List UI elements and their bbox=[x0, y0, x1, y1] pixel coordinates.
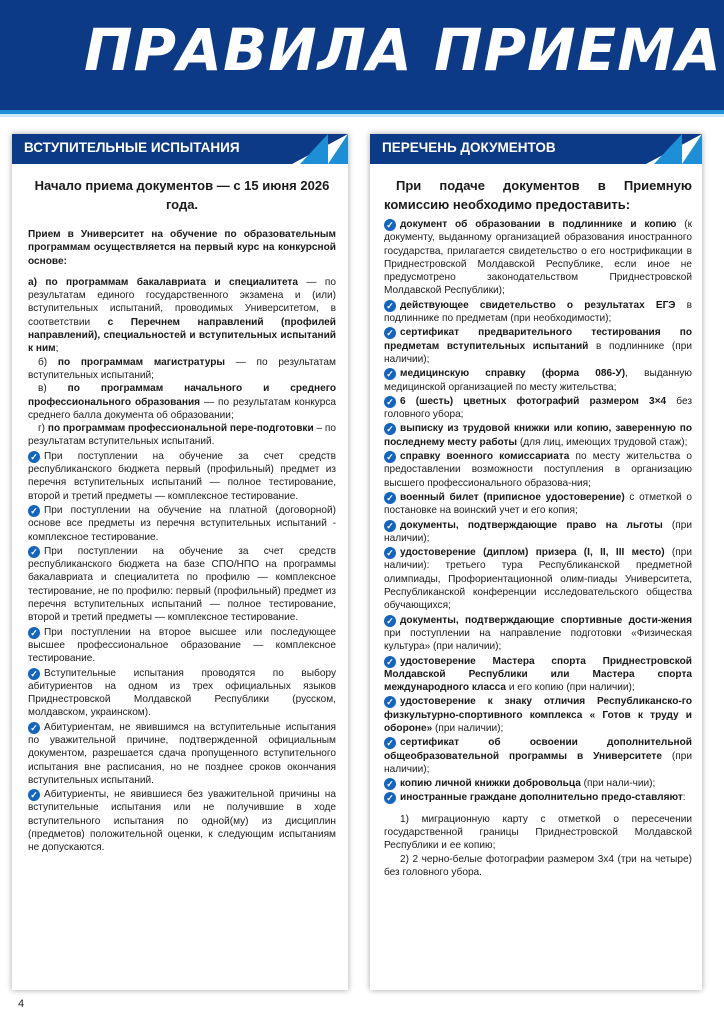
program-text: – по результатам вступительных испытаний. bbox=[28, 423, 336, 448]
banner-stripe-light bbox=[0, 114, 724, 117]
document-item: ✓ действующее свидетельство о результатах ЕГЭ в подлиннике по предметам (при необходимости); bbox=[384, 299, 692, 325]
program-text: — по результатам вступительных испытаний; bbox=[28, 356, 336, 381]
exam-note: ✓ При поступлении на обучение на платной (договорной) основе все предметы из перечня вступительных испытаний - комплексное тестирование. bbox=[28, 504, 336, 543]
section-body bbox=[370, 172, 702, 990]
checkmark-icon: ✓ bbox=[384, 300, 396, 312]
document-item: ✓ иностранные граждане дополнительно предо-ставляют: bbox=[384, 791, 692, 804]
document-item: ✓ документы, подтверждающие спортивные дости-жения при поступлении на направление подготовки «Физическая культура» (при наличии); bbox=[384, 614, 692, 653]
section-heading: ВСТУПИТЕЛЬНЫЕ ИСПЫТАНИЯ bbox=[24, 140, 240, 155]
checkmark-icon: ✓ bbox=[28, 505, 40, 517]
document-item: ✓ удостоверение (диплом) призера (I, II, III место) (при наличии): третьего тура Республиканской предметной олимпиады, Профориентационной олим-пиады Университета, Республиканской конференции исследовательского общества обучающихся; bbox=[384, 547, 692, 612]
program-title: по программам начального и среднего профессионального образования bbox=[28, 383, 336, 408]
checkmark-icon: ✓ bbox=[384, 778, 396, 790]
foreign-doc-item: 1) миграционную карту с отметкой о пересечении государственной границы Приднестровской Молдавской Республики и ее копию; bbox=[384, 813, 692, 852]
document-item: ✓ документ об образовании в подлиннике и копию (к документу, выданному организацией образования иностранного государства, прилагается свидетельство о его нострификации в Приднестровской Молдавской Республике, если иное не предусмотрено законодательством Приднестровской Молдавской Республики); bbox=[384, 219, 692, 297]
section-heading: ПЕРЕЧЕНЬ ДОКУМЕНТОВ bbox=[382, 140, 556, 155]
program-item-d bbox=[28, 422, 336, 449]
header-decor bbox=[654, 134, 682, 164]
documents-panel bbox=[370, 134, 702, 990]
checkmark-icon: ✓ bbox=[384, 615, 396, 627]
checkmark-icon: ✓ bbox=[384, 423, 396, 435]
exam-note: ✓ При поступлении на второе высшее или последующее высшее профессиональное образование — комплексное тестирование. bbox=[28, 626, 336, 665]
program-title: а) по программам бакалавриата и специалитета bbox=[28, 276, 298, 288]
checkmark-icon: ✓ bbox=[384, 368, 396, 380]
document-item: ✓ 6 (шесть) цветных фотографий размером 3×4 без головного убора; bbox=[384, 395, 692, 421]
exam-note: ✓ Абитуриентам, не явившимся на вступительные испытания по уважительной причине, подтвержденной официальным документом, разрешается сдача пропущенного вступительного испытания вне расписания, но не позднее сроков окончания вступительных испытаний. bbox=[28, 721, 336, 786]
checkmark-icon: ✓ bbox=[384, 520, 396, 532]
section-body bbox=[12, 172, 348, 990]
checkmark-icon: ✓ bbox=[384, 492, 396, 504]
exam-note: ✓ Абитуриенты, не явившиеся без уважительной причины на вступительные испытания или не получившие в ходе вступительного испытания по одной(му) из дисциплин (предметов) положительной оценки, к следующим испытаниям не допускаются. bbox=[28, 789, 336, 854]
document-item: ✓ документы, подтверждающие право на льготы (при наличии); bbox=[384, 519, 692, 544]
checkmark-icon: ✓ bbox=[28, 668, 40, 680]
page-number: 4 bbox=[18, 998, 25, 1010]
program-text: — по результатам конкурса среднего балла документа об образовании; bbox=[28, 396, 337, 421]
program-text: ; bbox=[55, 343, 59, 355]
item-prefix: б) bbox=[38, 356, 58, 368]
checkmark-icon: ✓ bbox=[384, 656, 396, 668]
checkmark-icon: ✓ bbox=[384, 219, 396, 231]
start-date-lead: Начало приема документов — с 15 июня 2026 года. bbox=[34, 178, 330, 212]
program-item-a bbox=[28, 276, 336, 356]
foreign-doc-item: 2) 2 черно-белые фотографии размером 3х4 (три на четыре) без головного убора. bbox=[384, 853, 692, 878]
exam-note: ✓ При поступлении на обучение за счет средств республиканского бюджета первый (профильный) предмет из перечня вступительных испытаний — полное тестирование, второй и третий предметы — комплексное тестирование. bbox=[28, 450, 336, 502]
document-item: ✓ сертификат об освоении дополнительной общеобразовательной программы в Университете (при наличии); bbox=[384, 737, 692, 775]
program-title: по программам профессиональной пере-подготовки bbox=[47, 423, 314, 435]
header-decor bbox=[328, 134, 348, 164]
document-item: ✓ справку военного комиссариата по месту жительства о предоставлении возможности поступления в организацию высшего профессионального образова-ния; bbox=[384, 451, 692, 489]
checkmark-icon: ✓ bbox=[384, 451, 396, 463]
checkmark-icon: ✓ bbox=[384, 737, 396, 749]
exam-note: ✓ При поступлении на обучение за счет средств республиканского бюджета на базе СПО/НПО на программы бакалавриата и специалитета по профилю — комплексное тестирование, не по профилю: первый (профильный) предмет из перечня вступительных испытаний — полное тестирование, второй и третий предметы — комплексное тестирование. bbox=[28, 545, 336, 624]
checkmark-icon: ✓ bbox=[28, 546, 40, 558]
document-item: ✓ удостоверение Мастера спорта Приднестровской Молдавской Республики или Мастера спорта международного класса и его копию (при наличии); bbox=[384, 655, 692, 694]
program-link-text: с Перечнем направлений (профилей направлений), специальностей и вступительных испытаний к ним bbox=[28, 316, 336, 355]
checkmark-icon: ✓ bbox=[384, 792, 396, 804]
checkmark-icon: ✓ bbox=[28, 451, 40, 463]
item-prefix: г) bbox=[38, 423, 48, 435]
page-title: ПРАВИЛА ПРИЕМА bbox=[84, 16, 722, 84]
entrance-exams-panel bbox=[12, 134, 348, 990]
program-title: по программам магистратуры bbox=[57, 356, 225, 368]
program-item-c bbox=[28, 382, 336, 422]
checkmark-icon: ✓ bbox=[384, 327, 396, 339]
title-banner bbox=[0, 0, 724, 110]
document-item: ✓ военный билет (приписное удостоверение) с отметкой о постановке на воинский учет и его копия; bbox=[384, 491, 692, 517]
document-item: ✓ сертификат предварительного тестирования по предметам вступительных испытаний в подлиннике (при наличии); bbox=[384, 327, 692, 365]
admission-intro: Прием в Университет на обучение по образовательным программам осуществляется на первый курс на конкурсной основе: bbox=[28, 229, 336, 267]
checkmark-icon: ✓ bbox=[384, 696, 396, 708]
documents-lead: При подаче документов в Приемную комиссию необходимо предоставить: bbox=[384, 178, 692, 212]
checkmark-icon: ✓ bbox=[384, 547, 396, 559]
checkmark-icon: ✓ bbox=[28, 789, 40, 801]
document-item: ✓ копию личной книжки добровольца (при нали-чии); bbox=[384, 777, 692, 790]
program-item-b bbox=[28, 356, 336, 383]
program-text: — по результатам единого государственного экзамена и (или) вступительных испытаний, проводимых Университетом, в соответствии bbox=[28, 276, 336, 328]
checkmark-icon: ✓ bbox=[28, 627, 40, 639]
item-prefix: в) bbox=[38, 383, 68, 395]
document-item: ✓ выписку из трудовой книжки или копию, заверенную по последнему месту работы (для лиц, имеющих трудовой стаж); bbox=[384, 423, 692, 448]
header-decor bbox=[682, 134, 702, 164]
document-item: ✓ медицинскую справку (форма 086-У), выданную медицинской организацией по месту жительства; bbox=[384, 368, 692, 393]
document-item: ✓ удостоверение к знаку отличия Республиканско-го физкультурно-спортивного комплекса « Готов к труду и обороне» (при наличии); bbox=[384, 696, 692, 734]
section-header bbox=[370, 134, 702, 164]
section-header bbox=[12, 134, 348, 164]
checkmark-icon: ✓ bbox=[28, 722, 40, 734]
header-decor bbox=[300, 134, 328, 164]
exam-note: ✓ Вступительные испытания проводятся по выбору абитуриентов на одном из трех официальных языков Приднестровской Молдавской Республики (русском, молдавском, украинском). bbox=[28, 667, 336, 719]
checkmark-icon: ✓ bbox=[384, 396, 396, 408]
